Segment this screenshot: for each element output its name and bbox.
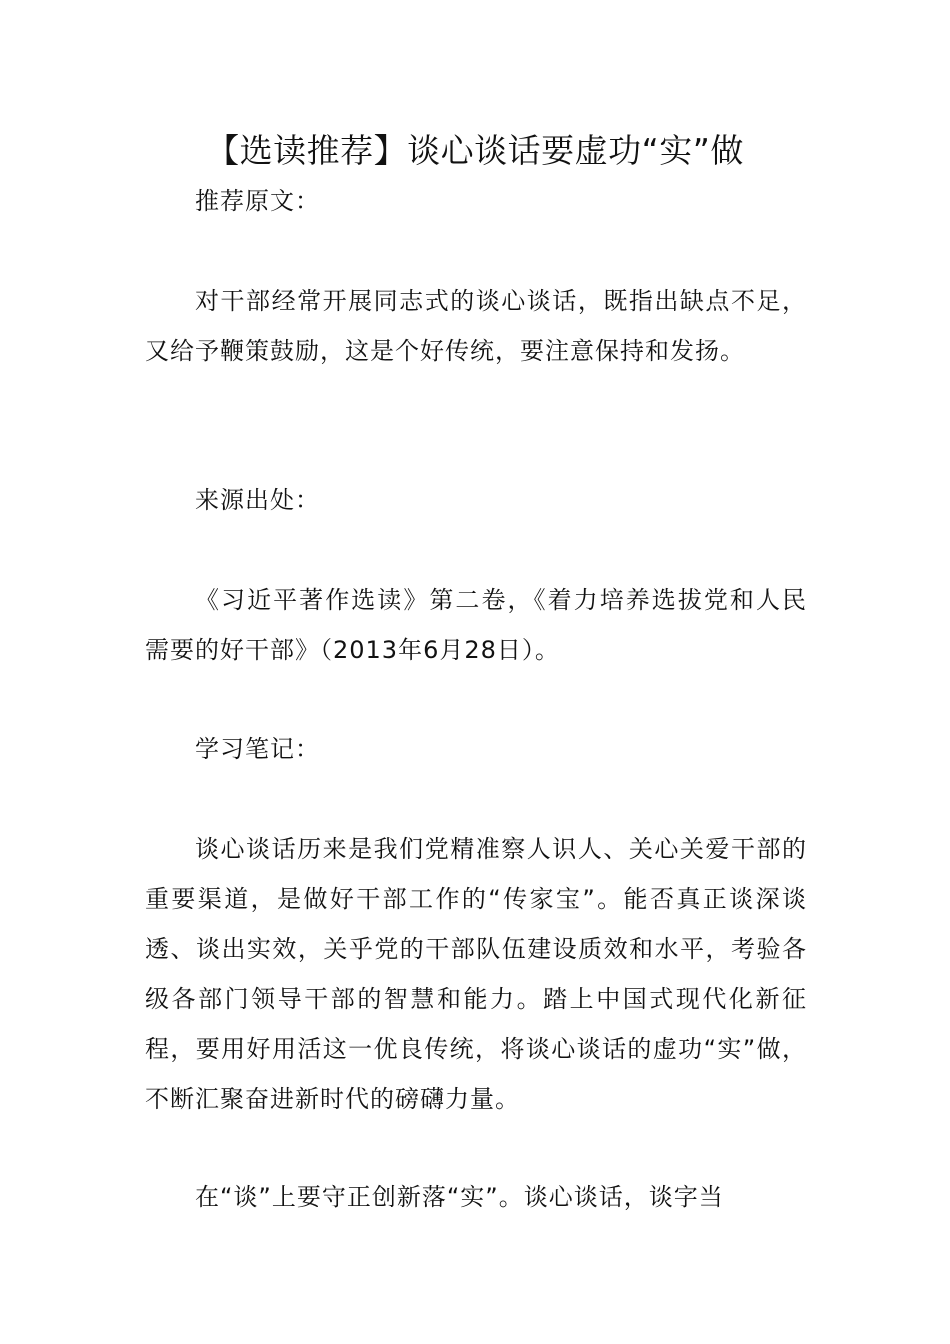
source-paragraph: 《习近平著作选读》第二卷，《着力培养选拔党和人民需要的好干部》（2013年6月28日）。 xyxy=(145,586,807,664)
recommended-text-paragraph: 对干部经常开展同志式的谈心谈话，既指出缺点不足，又给予鞭策鼓励，这是个好传统，要注意保持和发扬。 xyxy=(145,287,807,365)
study-notes-paragraph: 谈心谈话历来是我们党精准察人识人、关心关爱干部的重要渠道，是做好干部工作的“传家宝”。能否真正谈深谈透、谈出实效，关乎党的干部队伍建设质效和水平，考验各级各部门领导干部的智慧和能力。踏上中国式现代化新征程，要用好用活这一优良传统，将谈心谈话的虚功“实”做，不断汇聚奋进新时代的磅礴力量。 xyxy=(145,835,807,1113)
section-heading-study-notes: 学习笔记： xyxy=(195,735,320,763)
document-title: 【选读推荐】谈心谈话要虚功“实”做 xyxy=(206,131,744,170)
trailing-paragraph: 在“谈”上要守正创新落“实”。谈心谈话，谈字当 xyxy=(195,1183,724,1211)
section-heading-source: 来源出处： xyxy=(195,486,320,514)
section-heading-recommended-text: 推荐原文： xyxy=(195,187,320,215)
